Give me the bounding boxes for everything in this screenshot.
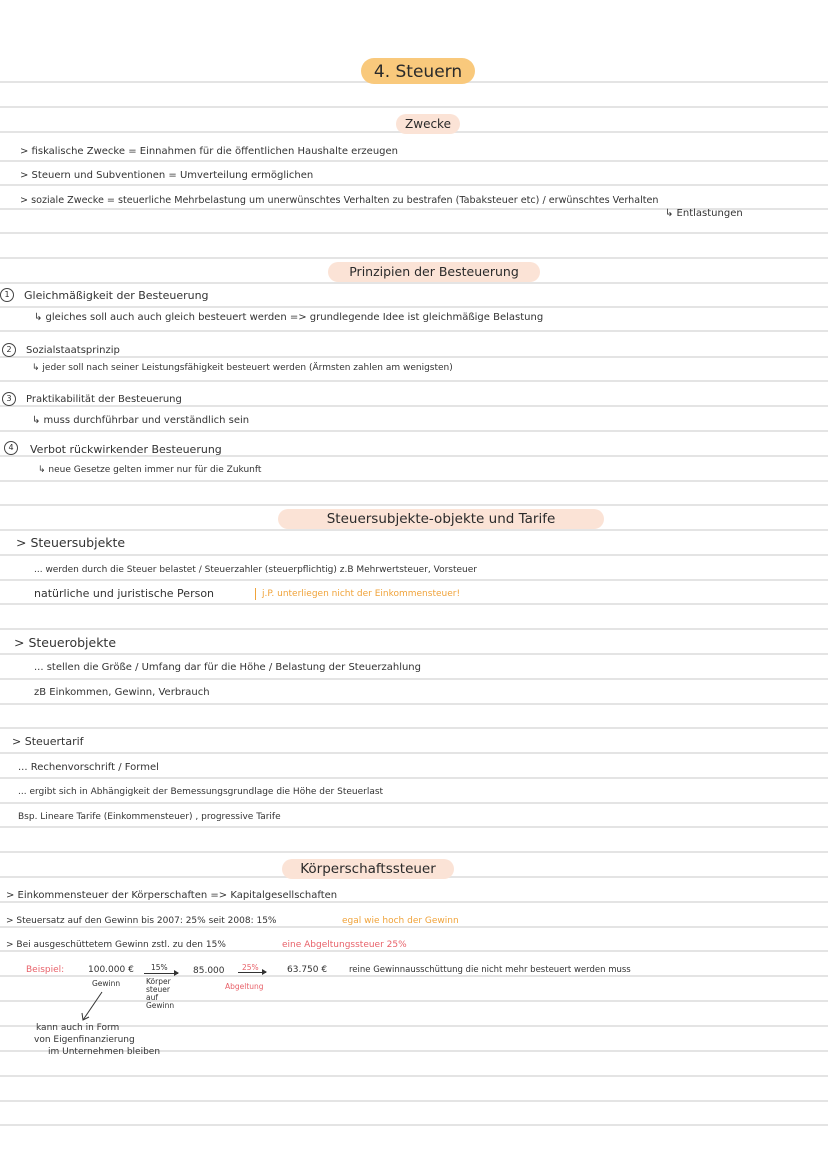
example-end-text: reine Gewinnausschüttung die nicht mehr besteuert werden muss [349, 965, 631, 975]
rule-line [0, 1075, 828, 1077]
rule-line [0, 975, 828, 977]
rule-line [0, 1025, 828, 1027]
rule-line [0, 901, 828, 903]
rule-line [0, 802, 828, 804]
koerperschaft-note: egal wie hoch der Gewinn [342, 916, 459, 926]
zwecke-sub-note: ↳ Entlastungen [665, 208, 743, 219]
rule-line [0, 1124, 828, 1126]
koerperschaft-line: > Bei ausgeschüttetem Gewinn zstl. zu den 15% [6, 940, 226, 950]
rule-line [0, 851, 828, 853]
example-step1-rate: 15% [151, 963, 168, 972]
tarif-line: ... Rechenvorschrift / Formel [18, 762, 159, 773]
rule-line [0, 106, 828, 108]
example-step2-caption: Abgeltung [225, 982, 264, 991]
section-heading-koerperschaft: Körperschaftssteuer [282, 859, 454, 879]
example-step1-caption: Körper steuer auf Gewinn [146, 977, 175, 1010]
example-side-note: von Eigenfinanzierung [34, 1035, 135, 1045]
section-heading-zwecke: Zwecke [396, 114, 460, 134]
number-circle: 2 [2, 343, 16, 357]
number-circle: 3 [2, 392, 16, 406]
zwecke-item: > fiskalische Zwecke = Einnahmen für die öffentlichen Haushalte erzeugen [20, 146, 399, 157]
example-start-value: 100.000 € [88, 965, 134, 975]
principle-detail: ↳ jeder soll nach seiner Leistungsfähigkeit besteuert werden (Ärmsten zahlen am wenigsten) [32, 363, 453, 373]
rule-line [0, 926, 828, 928]
rule-line [0, 184, 828, 186]
tarif-line: ... ergibt sich in Abhängigkeit der Bemessungsgrundlage die Höhe der Steuerlast [18, 787, 384, 797]
rule-line [0, 678, 828, 680]
subjekte-note: j.P. unterliegen nicht der Einkommensteuer! [262, 589, 461, 599]
section-heading-prinzipien: Prinzipien der Besteuerung [328, 262, 540, 282]
tarif-line: Bsp. Lineare Tarife (Einkommensteuer) , progressive Tarife [18, 812, 281, 822]
principle-detail: ↳ muss durchführbar und verständlich sein [32, 415, 250, 426]
rule-line [0, 703, 828, 705]
example-end-value: 63.750 € [287, 965, 328, 975]
rule-line [0, 727, 828, 729]
rule-line [0, 306, 828, 308]
objekte-title: > Steuerobjekte [14, 635, 117, 650]
subjekte-line: ... werden durch die Steuer belastet / Steuerzahler (steuerpflichtig) z.B Mehrwertsteuer, Vorsteuer [34, 565, 477, 575]
rule-line [0, 330, 828, 332]
exclamation-mark-icon [255, 588, 256, 600]
subjekte-line: natürliche und juristische Person [34, 587, 215, 600]
rule-line [0, 826, 828, 828]
objekte-line: zB Einkommen, Gewinn, Verbrauch [34, 687, 210, 698]
principle-detail: ↳ gleiches soll auch auch gleich besteuert werden => grundlegende Idee ist gleichmäßige Belastung [34, 312, 544, 323]
rule-line [0, 480, 828, 482]
rule-line [0, 628, 828, 630]
rule-line [0, 603, 828, 605]
rule-line [0, 554, 828, 556]
rule-line [0, 356, 828, 358]
subjekte-title: > Steuersubjekte [16, 535, 126, 550]
rule-line [0, 282, 828, 284]
example-label: Beispiel: [26, 965, 65, 975]
koerperschaft-note: eine Abgeltungssteuer 25% [282, 940, 407, 950]
rule-line [0, 232, 828, 234]
number-circle: 4 [4, 441, 18, 455]
tarif-title: > Steuertarif [12, 735, 84, 748]
principle-detail: ↳ neue Gesetze gelten immer nur für die Zukunft [38, 465, 262, 475]
section-heading-subjekte: Steuersubjekte-objekte und Tarife [278, 509, 604, 529]
koerperschaft-line: > Steuersatz auf den Gewinn bis 2007: 25% seit 2008: 15% [6, 916, 277, 926]
rule-line [0, 1000, 828, 1002]
example-mid-value: 85.000 [193, 966, 225, 976]
arrow-down-left-icon [78, 990, 106, 1024]
rule-line [0, 160, 828, 162]
rule-line [0, 752, 828, 754]
principle-title: Sozialstaatsprinzip [26, 345, 120, 356]
principle-title: Verbot rückwirkender Besteuerung [30, 443, 222, 456]
example-start-caption: Gewinn [92, 979, 121, 988]
rule-line [0, 504, 828, 506]
rule-line [0, 405, 828, 407]
principle-title: Gleichmäßigkeit der Besteuerung [24, 289, 209, 302]
rule-line [0, 579, 828, 581]
page-title: 4. Steuern [361, 58, 475, 84]
arrow-right-icon [144, 973, 178, 974]
objekte-line: ... stellen die Größe / Umfang dar für die Höhe / Belastung der Steuerzahlung [34, 662, 421, 673]
koerperschaft-line: > Einkommensteuer der Körperschaften => Kapitalgesellschaften [6, 890, 338, 901]
principle-title: Praktikabilität der Besteuerung [26, 394, 182, 405]
rule-line [0, 529, 828, 531]
example-step2-rate: 25% [242, 963, 259, 972]
arrow-right-icon [238, 972, 266, 973]
example-side-note: im Unternehmen bleiben [48, 1047, 161, 1057]
rule-line [0, 777, 828, 779]
zwecke-item: > soziale Zwecke = steuerliche Mehrbelastung um unerwünschtes Verhalten zu bestrafen (Tabaksteuer etc) / erwünschtes Verhalten [20, 195, 659, 206]
rule-line [0, 430, 828, 432]
rule-line [0, 1100, 828, 1102]
number-circle: 1 [0, 288, 14, 302]
rule-line [0, 653, 828, 655]
rule-line [0, 257, 828, 259]
example-side-note: kann auch in Form [36, 1023, 120, 1033]
rule-line [0, 950, 828, 952]
rule-line [0, 380, 828, 382]
zwecke-item: > Steuern und Subventionen = Umverteilung ermöglichen [20, 170, 314, 181]
